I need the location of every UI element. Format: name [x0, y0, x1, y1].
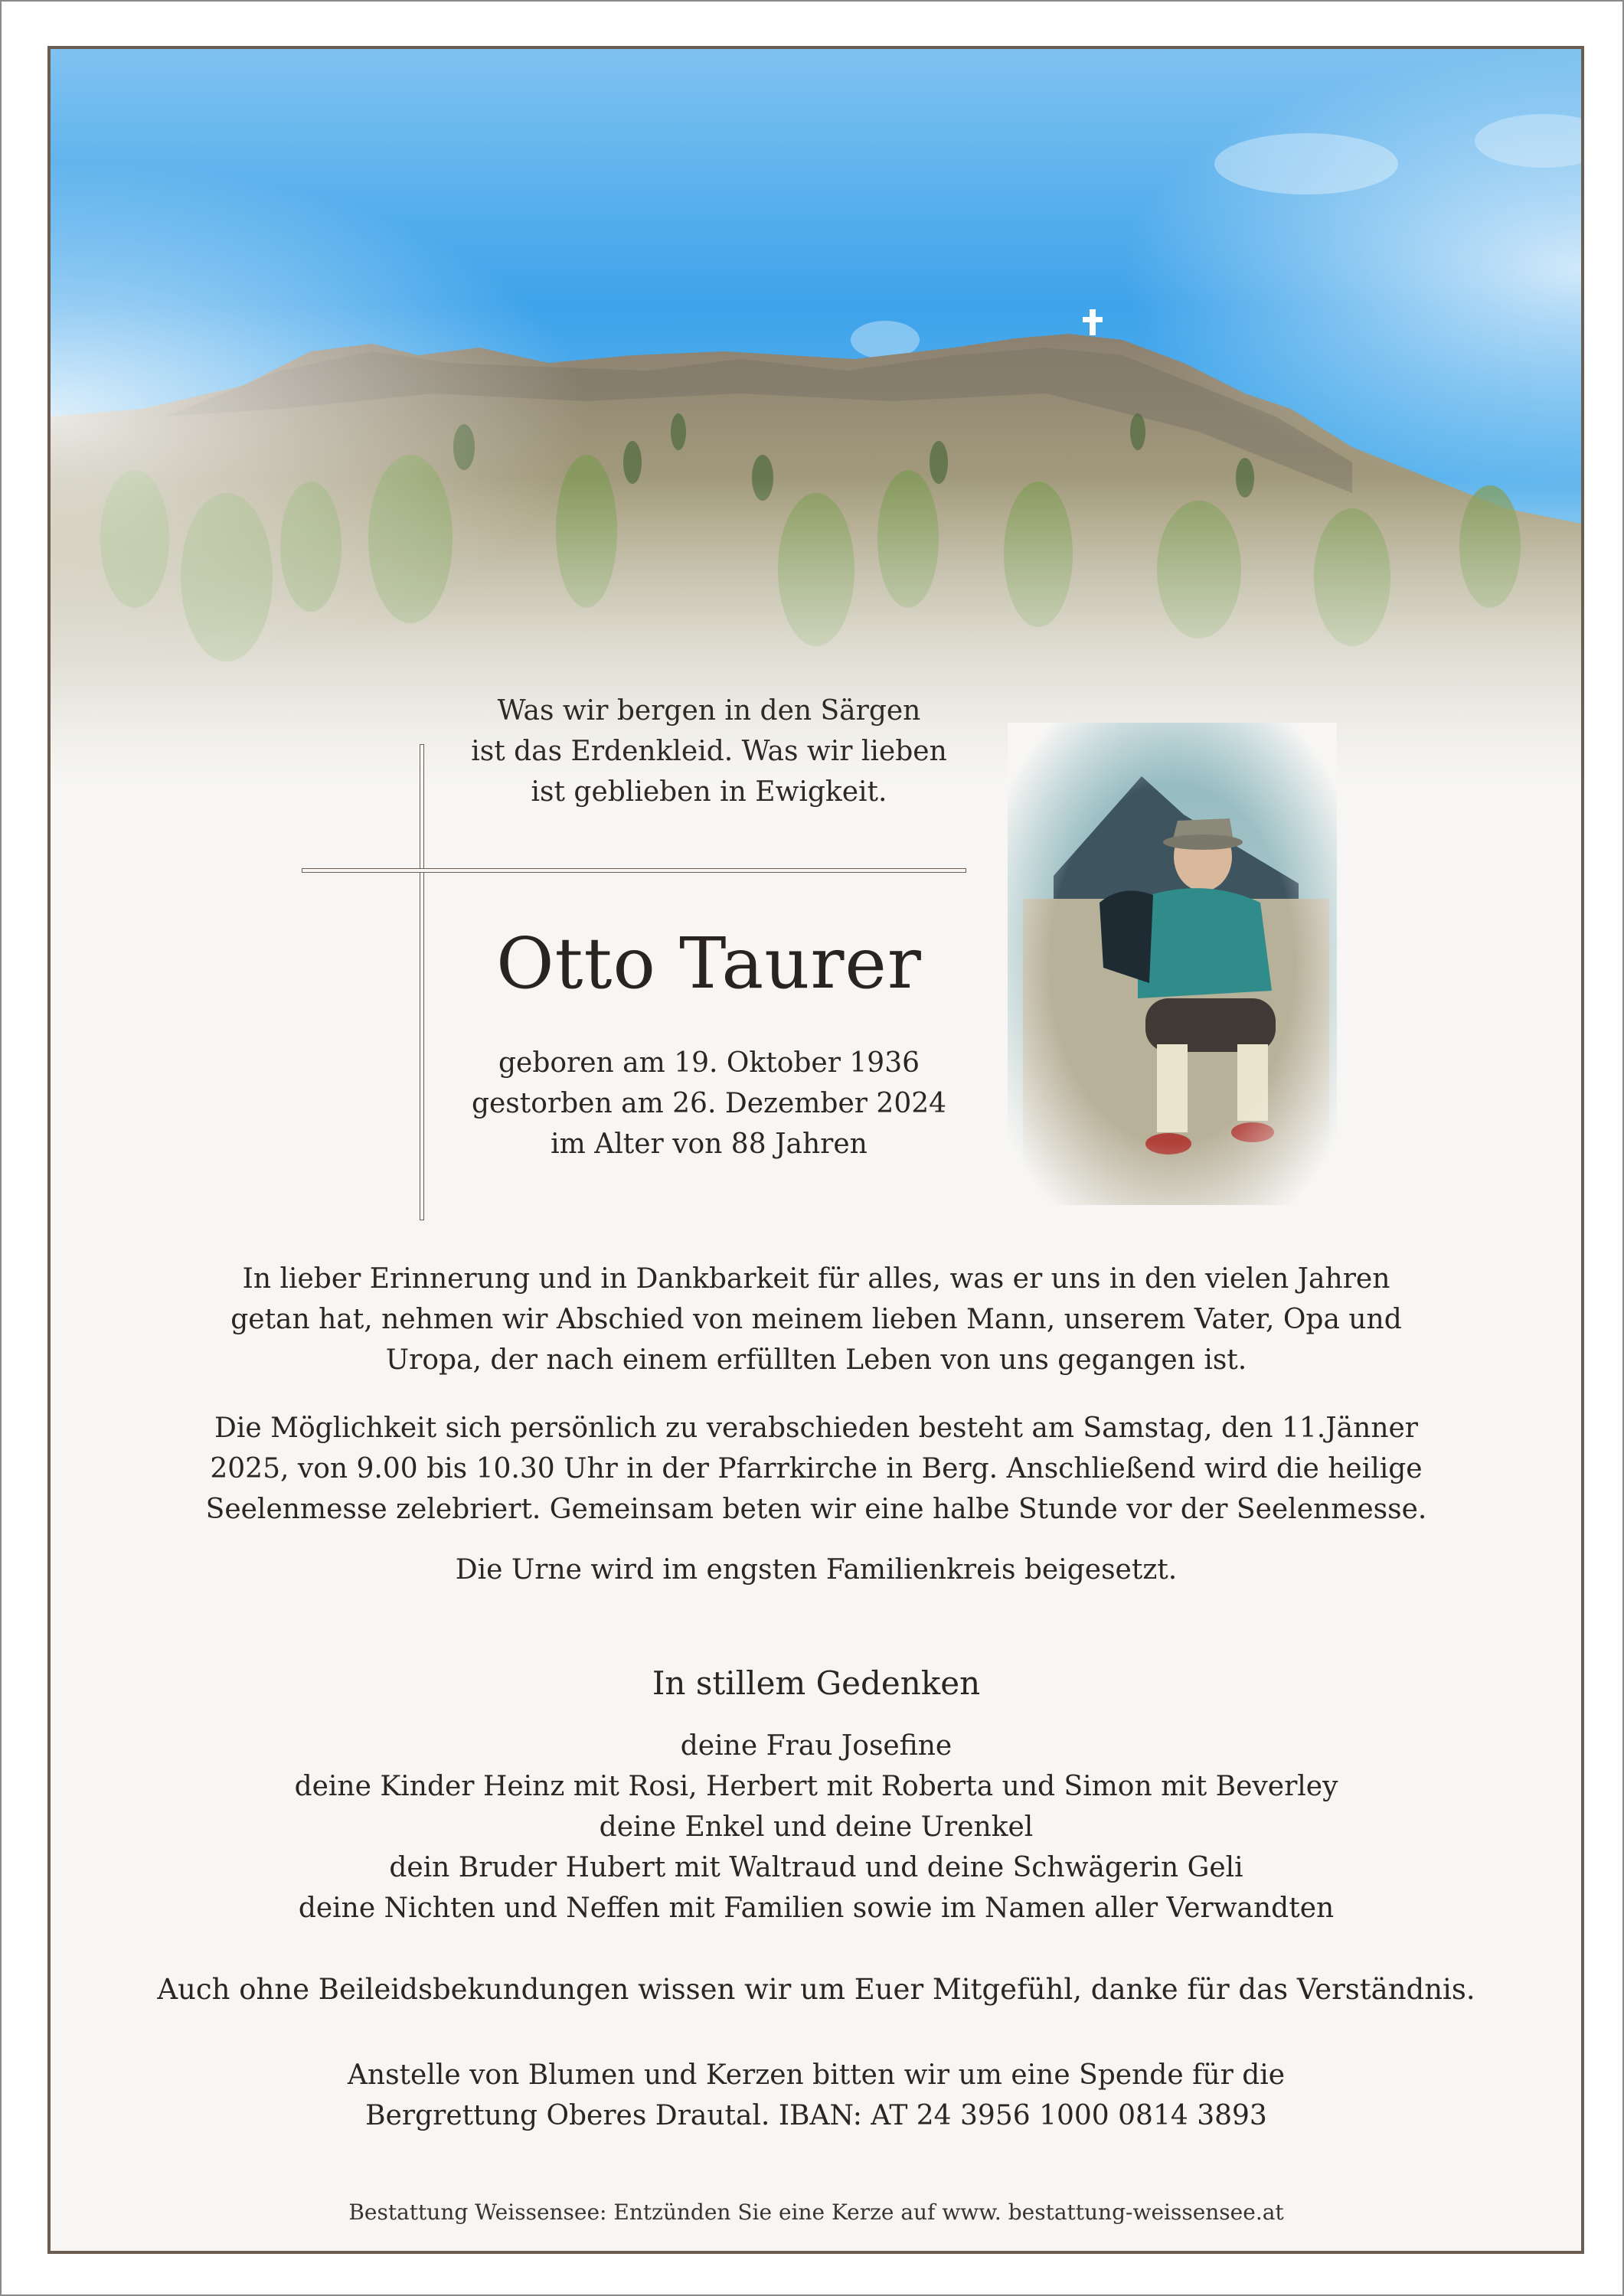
- paragraph-line: In lieber Erinnerung und in Dankbarkeit für alles, was er uns in den vielen Jahren: [242, 1263, 1390, 1295]
- birth-date: geboren am 19. Oktober 1936: [498, 1047, 920, 1079]
- mourner-line: deine Nichten und Neffen mit Familien sowie im Namen aller Verwandten: [298, 1893, 1335, 1924]
- paragraph-line: Seelenmesse zelebriert. Gemeinsam beten wir eine halbe Stunde vor der Seelenmesse.: [205, 1494, 1427, 1525]
- portrait-photo: [1008, 723, 1337, 1205]
- obituary-card: [47, 46, 1584, 2254]
- donation-request: [165, 2055, 1467, 2136]
- mourner-line: deine Frau Josefine: [680, 1730, 953, 1762]
- life-dates: [387, 1043, 1031, 1164]
- gedenken-heading: In stillem Gedenken: [652, 1664, 981, 1702]
- deceased-name: Otto Taurer: [496, 923, 922, 1004]
- donation-line: Anstelle von Blumen und Kerzen bitten wir um eine Spende für die: [347, 2059, 1286, 2091]
- paragraph-line: 2025, von 9.00 bis 10.30 Uhr in der Pfarrkirche in Berg. Anschließend wird die heilige: [210, 1453, 1423, 1484]
- remembrance-paragraph: [165, 1259, 1467, 1380]
- mourners-list: [165, 1726, 1467, 1929]
- cross-horizontal-bar: [302, 868, 966, 873]
- quote-line: ist das Erdenkleid. Was wir lieben: [471, 736, 947, 767]
- paragraph-line: Die Möglichkeit sich persönlich zu verabschieden besteht am Samstag, den 11.Jänner: [214, 1413, 1419, 1444]
- age-at-death: im Alter von 88 Jahren: [551, 1128, 868, 1160]
- quote-line: Was wir bergen in den Särgen: [497, 695, 921, 727]
- no-condolence-note: Auch ohne Beileidsbekundungen wissen wir um Euer Mitgefühl, danke für das Verständnis.: [157, 1973, 1475, 2006]
- farewell-paragraph: [165, 1408, 1467, 1530]
- mountain-landscape-image: [51, 49, 1581, 784]
- quote-line: ist geblieben in Ewigkeit.: [531, 776, 887, 808]
- urn-notice: Die Urne wird im engsten Familienkreis beigesetzt.: [455, 1554, 1178, 1586]
- mourner-line: deine Kinder Heinz mit Rosi, Herbert mit Roberta und Simon mit Beverley: [294, 1771, 1338, 1802]
- paragraph-line: Uropa, der nach einem erfüllten Leben von uns gegangen ist.: [385, 1344, 1247, 1376]
- memorial-quote: [387, 691, 1031, 812]
- donation-line: Bergrettung Oberes Drautal. IBAN: AT 24 3956 1000 0814 3893: [365, 2100, 1267, 2131]
- paragraph-line: getan hat, nehmen wir Abschied von meinem lieben Mann, unserem Vater, Opa und: [230, 1304, 1402, 1335]
- mourner-line: dein Bruder Hubert mit Waltraud und deine Schwägerin Geli: [389, 1852, 1243, 1883]
- funeral-home-footer: Bestattung Weissensee: Entzünden Sie eine Kerze auf www. bestattung-weissensee.at: [348, 2200, 1284, 2225]
- death-date: gestorben am 26. Dezember 2024: [471, 1088, 947, 1119]
- mourner-line: deine Enkel und deine Urenkel: [599, 1811, 1034, 1843]
